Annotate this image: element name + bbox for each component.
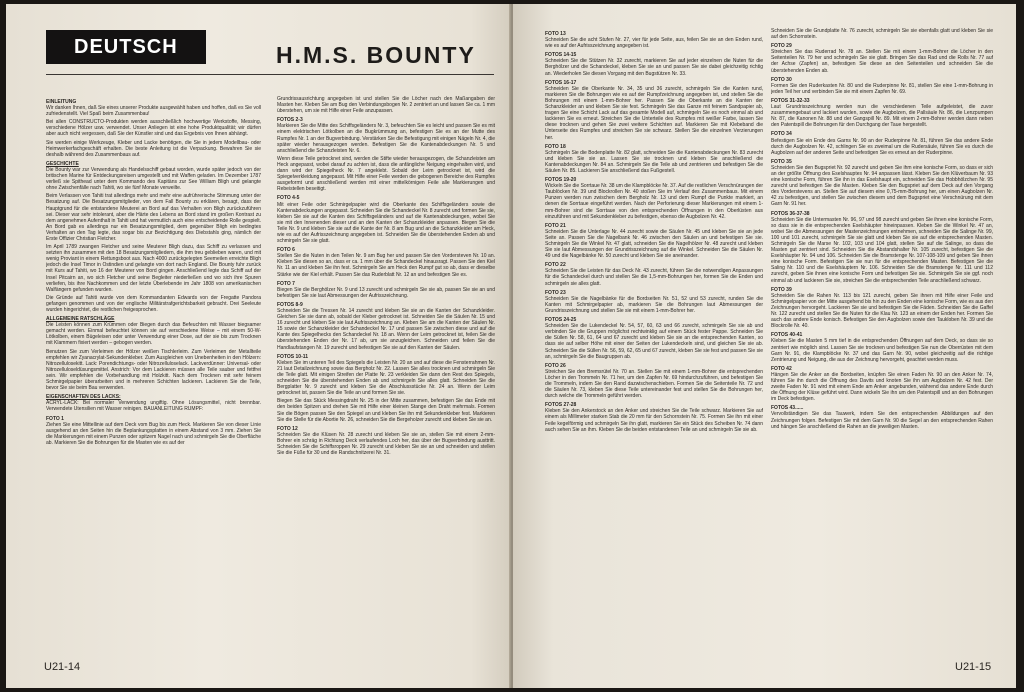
section-text: Schneiden Sie die Grundplatte Nr. 76 zurecht, schmirgeln Sie sie ebenfalls glatt und kleben Sie sie auf den Schornstein. — [771, 28, 993, 41]
section-heading: FOTOS 40-41 — [771, 332, 803, 339]
section-text: Schneiden Sie die Rahen Nr. 113 bis 121 zurecht, geben Sie ihnen mit Hilfe einer Feile und Schmirgelpapier von der Mitte ausgehend bis hin zu den Enden eine konische Form, wie es aus den Zeichnungen hervorgeht. Lackieren Sie sie und befestigen Sie die Fäden. Schneiden Sie die Gaffel Nr. 122 zurecht und stellen Sie die Nuten für die Klau Nr. 123 an einem der Enden her. Formen Sie auch das andere Ende konisch. Befestigen Sie den Augbolzen sowie den Taukloben Nr. 39 und die Blockrolle Nr. 40. — [771, 292, 993, 330]
section-text: Schneiden Sie die Oberkante Nr. 34, 35 und 36 zurecht, schmirgeln Sie die Kanten rund, markieren Sie die Bohrungen wie es auf der Rumpfzeichnung angegeben ist, und stellen Sie die Bohrungen mit einem 1-mm-Bohrer her. Passen Sie die Oberkante an die Kanten der Schanzkleider an und kleben Sie sie fest. Schmirgeln Sie das Ganze mit feinem Sandpapier ab, tragen Sie eine Schicht Lack auf das gesamte Modell auf, schmirgeln Sie es noch einmal ab und lackieren Sie es erneut. Streichen Sie die Unterteile des Rumpfes mit weißer Farbe, lassen Sie diese trocknen und gehen Sie zwei weitere Schichten auf. Markieren Sie mit Klebeband die Unterseite des Rumpfes und streichen Sie sie schwarz. Stellen Sie die einzelnen Verzierungen her. — [545, 85, 763, 141]
section-heading: FOTO 30 — [771, 76, 792, 83]
section-heading: FOTOS 24-25 — [545, 317, 577, 324]
section-text: Vervollständigen Sie das Tauwerk, indem Sie den entsprechenden Abbildungen auf den Zeichnungen folgen. Befestigen Sie mit dem Garn Nr. 90 die Segel an den entsprechenden Rahen und hängen Sie anschließend die Rahen an die jeweiligen Masten. — [771, 411, 993, 430]
section-heading: EIGENSCHAFTEN DES LACKS: — [46, 394, 121, 401]
section-text: Benutzen Sie zum Verleimen der Hölzer weißen Tischlerleim. Zum Verleimen der Metallteile empfehlen wir Zyanacrylat-Sekundenkleber. Zum Ausgleichen von Unebenheiten in den Hölzern: Nitrozellulosekitt. Lack: Porendichtungs- oder Nitrozelluloselack. Lackverdünner: Universal- oder Nitrozelluloseldüsungsmittel. Anstrich: Vor dem Lackieren müssen alle Teile sauber und fettfrei sein. Wir empfehlen die Vorbehandlung mit Holzkitt. Nach dem Trocknen mit sehr feinem Schmirgelpapier überarbeiten und in mehreren Schichten lackieren. Lackieren Sie die Teile, bevor Sie sie beim Bau verwenden. — [46, 348, 261, 392]
section-heading: FOTOS 14-15 — [545, 52, 577, 59]
section-text: Wir danken Ihnen, daß Sie eines unserer Produkte ausgewählt haben und hoffen, daß es Sie voll zufriedenstellt. Viel Spaß beim Zusammenbau! — [46, 105, 261, 118]
section-heading: FOTOS 10-11 — [277, 353, 309, 360]
section-text: Schneiden Sie die Nagelbänke für die Bordseiten Nr. 51, 52 und 53 zurecht, runden Sie die Kanten mit Schmirgelpapier ab, markieren Sie die Bohrungen laut Abmessungen der Grundrisszeichnung und stellen Sie sie mit einem 1-mm-Bohrer her. — [545, 295, 763, 314]
section-text: Hängen Sie die Anker an die Bordseiten, knüpfen Sie einen Faden Nr. 90 an den Anker Nr. 74, führen Sie ihn durch die Öffnung des Davits und knoten Sie ihn am Augbolzen Nr. 42 fest. Der zweite Faden Nr. 91 wird mit einem Ende am Anker angebunden, während das andere Ende durch die Öffnung der Klüse geführt wird. Dann wickeln Sie ihn um den Patentspill und an den Bohrungen im Deck befestigen. — [771, 371, 993, 403]
section-text: Laut Grundrisszeichnung werden nun die verschiedenen Teile aufgeleistet, die zuvor zusammengebaut und lackiert wurden, sowie die Augbolzen, die Pallsäule Nr. 86, die Lenzpumpen Nr. 87, die Kanonen Nr. 88 und der Gangspill Nr. 89. Mit einem 2-mm-Bohrer werden dann neben den Patentspill die Bohrungen für den Durchgang der Taue hergestellt. — [771, 104, 993, 129]
section-text: Biegen Sie die Berghölzer Nr. 9 und 13 zurecht und schmirgeln Sie sie ab, passen Sie sie an und befestigen Sie sie laut Abmessungen der Aufrisszeichnung. — [277, 286, 495, 299]
section-text: Biegen Sie das Stück Messingdraht Nr. 25 in der Mitte zusammen, befestigen Sie das Ende mit den beiden Spitzen und drehen Sie mit Hilfe einer kleinen Stange den Draht mehrmals. Formen Sie die Bögen passen Sie den Spiegel an und kleben Sie ihn mit Sekundenkleber fest. Markieren Sie die Stelle für die Abortie Nr. 26, schneiden Sie die Bergeholzer zurecht und kleben Sie sie an. — [277, 398, 495, 423]
section-heading: FOTOS 27-28 — [545, 402, 577, 409]
left-column-1 — [46, 96, 261, 656]
section-text: Stellen Sie die Nuten in den Teilen Nr. 9 am Bug her und passen Sie den Vordersteven Nr. 10 an. Kleben Sie diesen so an, dass er ca. 1 mm über die Schandeckel hinausragt. Passen Sie den Kiel Nr. 11 an und kleben Sie ihn fest. Schmirgeln Sie am Heck den Rumpf gut so ab, dass er dieselbe Stärke wie der Kiel erhält. Passen Sie das Ruderblatt Nr. 12 an und befestigen Sie es. — [277, 253, 495, 278]
language-label: DEUTSCH — [74, 36, 178, 58]
section-heading: ALLGEMEINE RATSCHLÄGE — [46, 316, 115, 323]
section-text: Schneiden Sie die Tressen Nr. 14 zurecht und kleben Sie sie an die Kanten der Schanzkleider. Gleichen Sie sie dann ab, sobald der Kleber getrocknet ist. Schneiden Sie die Säulen Nr. 15 und 16 zurecht und kleben Sie sie laut Aufrisszeichnung an. Kleben Sie am die Kanten der Säulen Nr. 15 sowie der Schanzkleider der Schandeckel Nr. 17 und passen Sie zwischen diese und auf die Kante des Spiegelhecks den Schandeckel Nr. 18 an. Wenn der Leim getrocknet ist, feilen Sie die überstehenden Enden der Nr. 17 ab, um sie anzugleichen. Schneiden und feilen Sie die Handlaufstangen Nr. 19 zurecht und befestigen Sie sie auf den Kanten der Säulen. — [277, 308, 495, 351]
section-text: Grundrissausrichtung angegeben ist und stellen Sie die Löcher nach den Maßangaben der Masten her. Kleben Sie am Bug den Verbindungsbogen Nr. 2 zentriert an und lassen Sie ca. 1 mm überstehen, um sie mit Hilfe einer Feile anzupassen. — [277, 96, 495, 115]
section-heading: FOTO 7 — [277, 280, 295, 287]
document-title: H.M.S. BOUNTY — [276, 42, 476, 68]
section-heading: FOTOS 31-32-33 — [771, 97, 810, 104]
page-number-left: U21-14 — [44, 661, 81, 673]
section-heading: GESCHICHTE — [46, 160, 79, 167]
section-heading: FOTO 1 — [46, 415, 64, 422]
section-text: Kleben Sie den Ankerstock an den Anker und streichen Sie die Teile schwarz. Markieren Sie auf einem als Millimeter starken Stab die 20 mm für den Schornstein Nr. 75. Formen Sie ihn mit einer Feile kegelförmig und schmirgeln Sie ihn glatt, markieren Sie ein Stück des Scheiben Nr. 74 dann auch sehen Sie an ihm. Kleben Sie die beiden entstandenen Teile an und schmirgeln Sie sie ab. — [545, 408, 763, 433]
section-heading: FOTO 13 — [545, 31, 566, 37]
section-text: Befestigen Sie ein Ende des Garns Nr. 90 an der Ruderpinne Nr. 81, führen Sie das andere Ende durch die Augbolzen Nr. 42, schlingen Sie es zweimal um die Rudersäule, führen Sie es durch die Augbolzen auf der anderen Seite und befestigen Sie es erneut an der Ruderpinne. — [771, 137, 993, 156]
section-text: Schneiden Sie die Untermasten Nr. 96, 97 und 98 zurecht und geben Sie ihnen eine konische Form, so dass sie in die entsprechenden Eselshäupter hineinpassen. Kleben Sie die Winkel Nr. 47 an, wobei Sie die Abmessungen der Mastenzeichnungen entnehmen, schneiden Sie die Salinge Nr. 99, 100 und 101 zurecht, schmirgeln Sie sie glatt und kleben Sie sie auf die entsprechenden Masten. Schmirgeln Sie die Marse Nr. 102, 103 und 104 glatt, stellen Sie auf die Salinge, so dass die Masten gut zentriert sind. Schneiden Sie die Abstandshalter Nr. 105 zurecht, befestigen Sie die Eselshäupter Nr. 94 und 106. Schneiden Sie die Bramstenge Nr. 107-108-109 und geben Sie ihnen eine konische Form. Befestigen Sie sie nun für die entsprechenden Masten. Befestigen Sie die Saling Nr. 110 und die Eselshäuptern Nr. 106. Schneiden Sie die Bramstenge Nr. 111 und 112 zurecht, geben Sie ihnen eine konische Form und befestigen Sie sie. Schmirgeln Sie sie ggf. noch einmal ab und lackieren Sie sie, streichen Sie die entsprechenden Teile anschließend schwarz. — [771, 216, 993, 284]
section-heading: FOTO 21 — [545, 222, 566, 229]
section-text: Schmirgeln Sie die Bodenplatte Nr. 82 glatt, schneiden Sie die Kantenabdeckungen Nr. 83 zurecht und kleben Sie sie an. Lassen Sie sie trocknen und kleben Sie anschließend die Kantenabdeckungen Nr. 84 an. Schmirgeln Sie die Teile ab und zentrieren und befestigen Sie die Säulen Nr. 85. Lackieren Sie anschließend das Fußgestell. — [545, 149, 763, 174]
section-text: Schneiden Sie die acht Stufen Nr. 27, vier für jede Seite, aus, feilen Sie sie an den Enden rund, wie es auf der Aufrisszeichnung angegeben ist. — [545, 37, 763, 50]
section-text: Die Bounty war zur Verwendung als Handelsschiff gebaut worden, wurde später jedoch von der britischen Marine für Entdeckungsreisen umgestellt und mit Waffen geladen. Im Dezember 1787 verließ sie Spithead unter dem Kommando des Kapitäns zur See William Bligh und gelangte ohne Zwischenfälle nach Tahiti, wo sie fünf Monate verweilte. — [46, 166, 261, 192]
section-heading: FOTOS 43...... — [771, 405, 804, 412]
section-text: Schneiden Sie die Stützen Nr. 32 zurecht, markieren Sie auf jeder einzelnen die Nuten für die Berghölzer und die Schandeckel, kleben Sie sie an und passen Sie sie dabei gleichzeitig richtig an. Wiederholen Sie diesen Vorgang mit den Bugstützen Nr. 33. — [545, 58, 763, 77]
section-heading: FOTOS 8-9 — [277, 301, 303, 308]
section-heading: FOTOS 2-3 — [277, 117, 303, 124]
section-text: Formen Sie den Ruderkasten Nr. 80 und die Ruderpinne Nr. 81, stellen Sie eine 1-mm-Bohrung in jeden Teil her und verbinden Sie sie mit einem Zapfen Nr. 69. — [771, 82, 993, 95]
section-text: Streichen Sie den Bremsrütel Nr. 70 an. Stellen Sie mit einem 1-mm-Bohrer die entsprechenden Löcher in den Trommeln Nr. 71 her, um den Zapfen Nr. 69 hindurchzuführen, und befestigen Sie die Trommeln, indem Sie den Rand dazwischenschieben. Formen Sie die Seitenteile Nr. 72 und die Säulen Nr. 73, kleben Sie diese Teile untereinander fest und stellen Sie die Bohrungen her, durch welche die Trommeln geführt werden. — [545, 368, 763, 400]
section-text: Im April 1789 zwangen Fletcher und seine Meuterer Bligh dazu, das Schiff zu verlassen und setzten ihn zusammen mit den 18 Besatzungsmitgliedern, die ihm treu geblieben waren, und mit wenig Proviant in einem Rettungsboot aus. Nach 4000 zurückgelegten Seemeilen erreichte Bligh jedoch die Insel Timor in Ostindien und gelangte von dort nach England. Die Bounty fuhr zurück mit Kurs auf Tahiti, wo 16 der Meuterer von Bord gingen. Anschließend legte das Schiff auf der Insel Pitcairn an, wo sich Fletcher und seine Begleiter niederließen und wo sich ihre Spuren verliefen, bis ihre Nachkommen und der letzte Überlebende im Jahr 1808 von amerikanischen Walfängern gefunden wurden. — [46, 244, 261, 293]
section-heading: FOTO 18 — [545, 143, 566, 150]
section-text: Schneiden Sie den Bugspriet Nr. 92 zurecht und geben Sie ihm eine konische Form, so dass er sich an der größte Öffnung des Eselshauptes Nr. 94 anpassen lässt. Kleben Sie den Klüverbaum Nr. 93 eine konische Form, führen Sie ihn in das Eselshaupt ein, schneiden Sie das Hobbhölzchen Nr. 95 zurecht und befestigen Sie die Masten. Kleben Sie den Bugspriet auf dem Deck auf den Vorgang des Vorderstevens an. Stellen Sie auf diesem eine 0,75-mm-Bohrung her, um einen Augbolzen Nr. 42 zu befestigen, und stellen Sie zwischen diesem und dem Bugspriet eine Verschnürung mit dem Garn Nr. 91 her. — [771, 164, 993, 208]
section-text: Mit einer Feile oder Schmirgelpapier wird die Oberkante des Schiffsgeländers sowie die Kantenabdeckungen angepasst. Schneiden Sie die Schandeckel Nr. 8 zurecht und formen Sie sie, kleben Sie sie auf die Kanten des Schiffsgeländers und auf die Kantenabdeckungen, wobei Sie sie mit den Innenenden dieser und an den Kanten der Schanzkleider anpassen. Biegen Sie die Teile Nr. 9 und kleben Sie sie auf die Kante der Nr. 8 am Bug und an die Schanzkleider am Heck, wie es auf der Aufrisszeichnung angegeben ist. Schneiden Sie die überstehenden Enden ab und schmirgeln Sie sie glatt. — [277, 201, 495, 245]
page-number-right: U21-15 — [955, 661, 992, 673]
language-banner — [46, 30, 206, 64]
right-page — [513, 4, 1016, 688]
section-heading: FOTOS 19-20 — [545, 177, 577, 184]
title-divider — [46, 74, 494, 75]
right-column-1 — [545, 28, 763, 668]
section-text: Streichen Sie das Ruderrad Nr. 78 an. Stellen Sie mit einem 1-mm-Bohrer die Löcher in den Seitenteilen Nr. 79 her und schmirgeln Sie sie glatt. Bringen Sie das Rad und die Rolls Nr. 77 auf der Achse (Zapfen) an, befestigen Sie diese an den Seitenteilen und schneiden Sie die überstehenden Enden ab. — [771, 49, 993, 74]
section-heading: FOTOS 36-37-38 — [771, 210, 810, 217]
section-heading: FOTO 12 — [277, 425, 298, 432]
section-text: Wenn diese Teile getrocknet sind, werden die Stifte wieder herausgezogen, die Schanzleisten am Heck angepasst, wobei darauf zu achten ist, dass die anfängliche Neigung eingehalten wird, und dann wird der Spiegelheck Nr. 7 angeklebt. Sobald der Leim getrocknet ist, wird die Spiegelverkleidung angepasst. Mit Hilfe einer Feile werden die gebogenen Bereiche des Rumpfes ausgeformt und anschließend werden mit einer mittelkörnigen Feile alle Markierungen und Rebeistellen beseitigt. — [277, 155, 495, 193]
section-heading: FOTO 34 — [771, 131, 792, 138]
section-heading: FOTO 29 — [771, 43, 792, 50]
section-heading: FOTOS 16-17 — [545, 79, 577, 86]
section-text: Schneiden Sie die Lukendeckel Nr. 54, 57, 60, 63 und 66 zurecht, schmirgeln Sie sie ab und verbinden Sie die Gruppen möglichst rechtwinklig auf einem Stück fester Pappe. Schneiden Sie die Süllen Nr. 58, 61, 64 und 67 zurecht und kleben Sie sie an die entsprechenden Kanten, so dass sie auf selber Höhe mit einer der Seiten der Lukendeckeln sind, und gleichen Sie sie ab. Schneiden Sie die Süllen Nr. 56, 59, 62, 65 und 67 zurecht, kleben Sie sie fest und passen Sie sie an, schmirgeln Sie die Baugruppen ab. — [545, 323, 763, 360]
section-text: Bei allen CONSTRUCTO-Produkten werden ausschließlich hochwertige Werkstoffe, Messing, verschiedene Hölzer usw. verwendet. Unser Anliegen ist eine hohe Produktqualität; wir dürfen aber auch nicht vergessen, daß Sie der Künstler sind und das Ergebnis von Ihnen abhängt. — [46, 119, 261, 138]
section-text: Schneiden Sie die Unterlage Nr. 44 zurecht sowie die Säulen Nr. 45 und kleben Sie sie an jede Seite an. Passen Sie die Nagelbank Nr. 46 zwischen den Säulen an und befestigen Sie sie. Schmirgeln Sie die Winkel Nr. 47 glatt, schneiden Sie die Nagelhölzer Nr. 48 zurecht und kleben Sie sie laut Abmessungen der Grundrisszeichnung auf die Winkel. Schneiden Sie die Säulen Nr. 49 und die Nagelbänke Nr. 50 zurecht und kleben Sie sie aneinander. — [545, 228, 763, 260]
section-text: Kleben Sie im unteren Teil des Spiegels die Leisten Nr. 20 an und auf diese die Fensterrahmen Nr. 21 laut Detailzeichnung sowie das Bergholz Nr. 22. Lassen Sie alles trocknen und schmirgeln Sie die Teile glatt. Mit einigen Streifen der Platte Nr. 23 verkleiden Sie dann den Rest des Spiegels, schneiden Sie die überstehenden Enden ab und schmirgeln Sie alles glatt. Schneiden Sie die Bergplatter Nr. 9 zurecht und kleben Sie die Abschlussstücke Nr. 24 an. Wenn der Leim getrocknet ist, passen Sie die Teile an und formen Sie sie. — [277, 359, 495, 397]
section-text: Markieren Sie die Mitte des Schiffsgeländers Nr. 3, befeuchten Sie es leicht und passen Sie es mit einem elektrischen Lötkolben an die Bugkrümmung an, befestigen Sie es an der Mutte des Rumpfes Nr. 1 an der Bugverbindung. Verstärken Sie die Befestigung mit einigen Nägeln Nr. 4, die später wieder herausgezogen werden. Befestigen Sie die Kantenabdeckungen Nr. 5 und anschließend die Schanzleisten Nr. 6. — [277, 123, 495, 154]
section-heading: FOTO 39 — [771, 286, 792, 293]
section-text: Sie werden einige Werkzeuge, Kleber und Lacke benötigen, die Sie in jedem Modellbau- oder Heimwerkerfachgeschäft erhalten. Die beste Anleitung ist die Verpackung. Bewahren Sie sie deshalb während des Zusammenbaus auf. — [46, 139, 261, 158]
section-heading: EINLEITUNG — [46, 99, 77, 105]
section-heading: FOTO 4-5 — [277, 195, 300, 202]
section-heading: FOTO 23 — [545, 289, 566, 296]
section-heading: FOTO 6 — [277, 247, 295, 254]
section-text: Schneiden Sie die Klüsen Nr. 28 zurecht und kleben Sie sie an, stellen Sie mit einem 2-mm-Bohrer ein schräg in Richtung Deck verlaufendes Loch her, das über der Bugverbindung austtritt. Schneiden Sie die Schiffsroppen Nr. 29 zurecht und kleben Sie sie an und schneiden und stellen Sie die Füße für 30 und die Randschnitzerei Nr. 31. — [277, 431, 495, 457]
section-text: Schneiden Sie die Leisten für das Deck Nr. 43 zurecht, führen Sie die notwendigen Anpassungen für die Schandeckel durch und stellen Sie die 1,5-mm-Bohrungen her, formen Sie die Enden und schmirgeln sie alles glatt. — [545, 268, 763, 287]
section-heading: FOTO 35 — [771, 158, 792, 165]
section-text: Ziehen Sie eine Mittellinie auf dem Deck vom Bug bis zum Heck. Markieren Sie von dieser Linie ausgehend an den Seiten hin die Beplankungsplatten in einem Abstand von 3 mm. Ziehen Sie die Markierungen mit einem Punzen oder spitzem Nagel nach und schmirgeln Sie die Oberfläche ab. Markieren Sie die Bohrungen für die Masten wie es auf der — [46, 421, 261, 446]
section-text: Die Leisten können zum Krümmen oder Biegen durch das Befeuchten mit Wasser biegsamer gemacht werden. Einmal befeuchtet können sie auf verschiedene Weise – mit einem 50-W-Lötkolben, einem Bügeleisen oder unter Verwendung einer Dose, auf der sie bis zum Trocknen mit Klammern fixiert werden – gebogen werden. — [46, 322, 261, 347]
left-column-2 — [277, 96, 495, 661]
section-text: Kleben Sie die Masten 5 mm tief in die entsprechenden Öffnungen auf dem Deck, so dass sie so zentriert wie möglich sind. Lassen Sie sie trocknen und befestigen Sie nun die Oberrüsten mit dem Garn Nr. 91, die Klampblöcke Nr. 37 und das Garn Nr. 90, wobei gleichzeitig auf die richtige Zentrierung und Neigung, die aus der Zeichnung hervorgeht, geachtet werden muss. — [771, 338, 993, 363]
section-text: Die Gründe auf Tahiti wurde von dem Kommandanten Edwards von der Fregatte Pandora gefangen genommen und von der englische Militärstrafgerichtsbarkeit gebracht. Drei Seeleute wurden hingerichtet, die restlichen freigesprochen. — [46, 294, 261, 313]
section-text: ACRYL-LACK: Bei normaler Verwendung ungiftig. Ohne Lösungsmittel, nicht brennbar. Verwendete Utensilien mit Wasser reinigen. BAUANLEITUNG RUMPF: — [46, 400, 261, 413]
right-column-2 — [771, 28, 993, 638]
left-page — [6, 4, 511, 688]
section-heading: FOTO 26 — [545, 362, 566, 369]
section-heading: FOTO 22 — [545, 262, 566, 269]
section-heading: FOTO 42 — [771, 365, 792, 372]
section-text: Beim Verlassen von Tahiti trat allerdings mehr und mehr eine aufrührerische Stimmung unter der Besatzung auf. Die Besatzungsmitglieder, von dem Fall Bounty zu erklären, besagt, dass der Hauptgrund für die entstandene Meuterei an Bord auf das Verhalten von Bligh zurückzuführen sei. Dieser war sehr intolerant, aber die Härte des Lebens an Bord stand im großen Kontrast zu dem angenehmen Aufenthalt in Tahiti und hat vermutlich auch eine entscheidende Rolle gespielt. An Bord gab es allerdings nur ein Besatzungsmitglied, dem gegenüber Bligh ein bedingtes Verhalten an den Tag legte, das sogar bis zur Bezichtigung des Diebstahls ging, nämlich der Erste Offizier Christian Fletcher. — [46, 193, 261, 242]
section-text: Wickeln Sie die Sorrtaue Nr. 38 um die Klampblöcke Nr. 37. Auf die restlichen Verschnürungen der Taublöcken Nr. 39 und Blockrollen Nr. 40 stoßen Sie im Verlauf des Zusammenbaus. Mit einem Punzen werden nun zwischen dem Bergholz Nr. 13 und dem Rumpf die Punkte markiert, an denen die Sorrtaue eingeführt werden. Nach der Perforierung dieser Markierungen mit einem 1-mm-Bohrer sind die Sorrtaue von den entsprechenden Öffnungen in den Oberlüsten aus einzuführen und mit Sekundenkleber zu befestigen, ebenso die Augbolzen Nr. 42. — [545, 183, 763, 220]
